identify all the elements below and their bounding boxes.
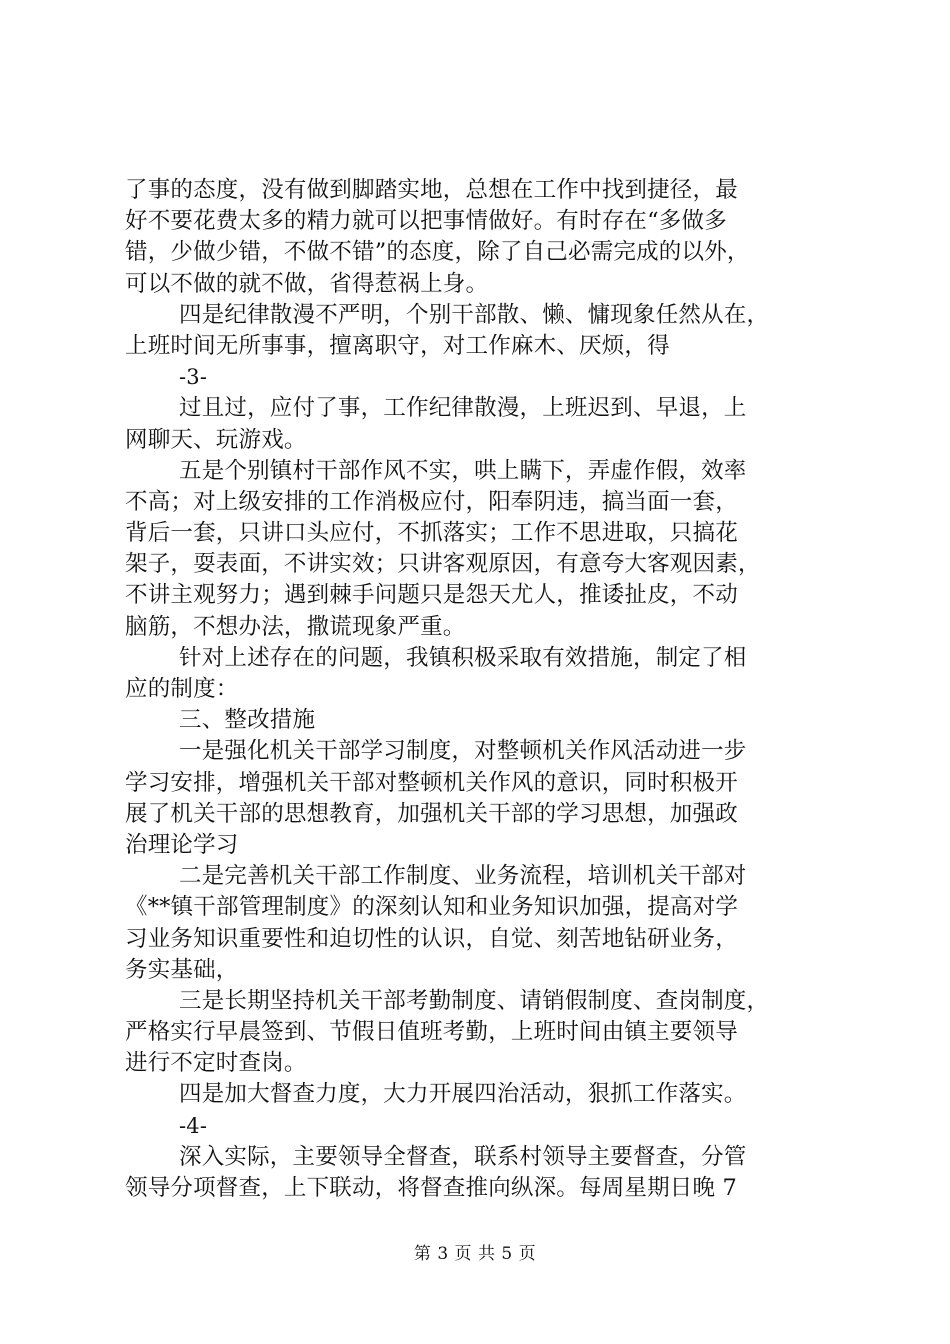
text-line: 过且过，应付了事，工作纪律散漫，上班迟到、早退，上 [179,395,747,422]
text-line: 严格实行早晨签到、节假日值班考勤，上班时间由镇主要领导 [125,1019,738,1046]
text-line: 四是加大督查力度，大力开展四治活动，狠抓工作落实。 [179,1081,747,1108]
text-line: 学习安排，增强机关干部对整顿机关作风的意识，同时积极开 [125,769,738,796]
body-text [125,175,840,1204]
text-line: 不高；对上级安排的工作消极应付，阳奉阴违，搞当面一套， [125,488,738,515]
text-line: 不讲主观努力；遇到棘手问题只是怨天尤人，推诿扯皮，不动 [125,582,738,609]
text-line: 四是纪律散漫不严明，个别干部散、懒、慵现象任然从在， [179,301,770,328]
text-line: 背后一套，只讲口头应付，不抓落实；工作不思进取，只搞花 [125,520,738,547]
text-line: 脑筋，不想办法，撒谎现象严重。 [125,613,466,640]
text-line: 展了机关干部的思想教育，加强机关干部的学习思想，加强政 [125,800,738,827]
text-line: 三是长期坚持机关干部考勤制度、请销假制度、查岗制度， [179,987,770,1014]
text-line: 错，少做少错，不做不错”的态度，除了自己必需完成的以外， [125,239,750,266]
text-line: 针对上述存在的问题，我镇积极采取有效措施，制定了相 [179,644,747,671]
inline-page-number: -4- [179,1113,208,1138]
text-line: 可以不做的就不做，省得惹祸上身。 [125,270,489,297]
text-line: 网聊天、玩游戏。 [125,426,307,453]
text-line: 了事的态度，没有做到脚踏实地，总想在工作中找到捷径，最 [125,177,738,203]
inline-page-number: -3- [179,365,208,390]
text-line: 应的制度： [125,676,239,702]
text-line: 进行不定时查岗。 [125,1050,307,1077]
text-line: 五是个别镇村干部作风不实，哄上瞒下，弄虚作假，效率 [179,457,747,484]
text-line: 务实基础， [125,956,239,983]
page-footer: 第 3 页 共 5 页 [413,1244,537,1264]
text-line: 深入实际，主要领导全督查，联系村领导主要督查，分管 [179,1143,747,1170]
text-line: 治理论学习 [125,831,239,858]
text-line: 架子，耍表面，不讲实效；只讲客观原因，有意夸大客观因素， [125,551,761,578]
text-line: 领导分项督查，上下联动，将督查推向纵深。每周星期日晚 7 [125,1175,738,1201]
text-line: 《**镇干部管理制度》的深刻认知和业务知识加强，提高对学 [125,894,739,921]
text-line: 一是强化机关干部学习制度，对整顿机关作风活动进一步 [179,738,747,765]
text-line: 习业务知识重要性和迫切性的认识，自觉、刻苦地钻研业务， [125,925,738,952]
text-line: 二是完善机关干部工作制度、业务流程，培训机关干部对 [179,863,747,890]
text-line: 好不要花费太多的精力就可以把事情做好。有时存在“多做多 [125,208,727,235]
text-line: 上班时间无所事事，擅离职守，对工作麻木、厌烦，得 [125,332,670,359]
text-line: 三、整改措施 [179,707,316,734]
